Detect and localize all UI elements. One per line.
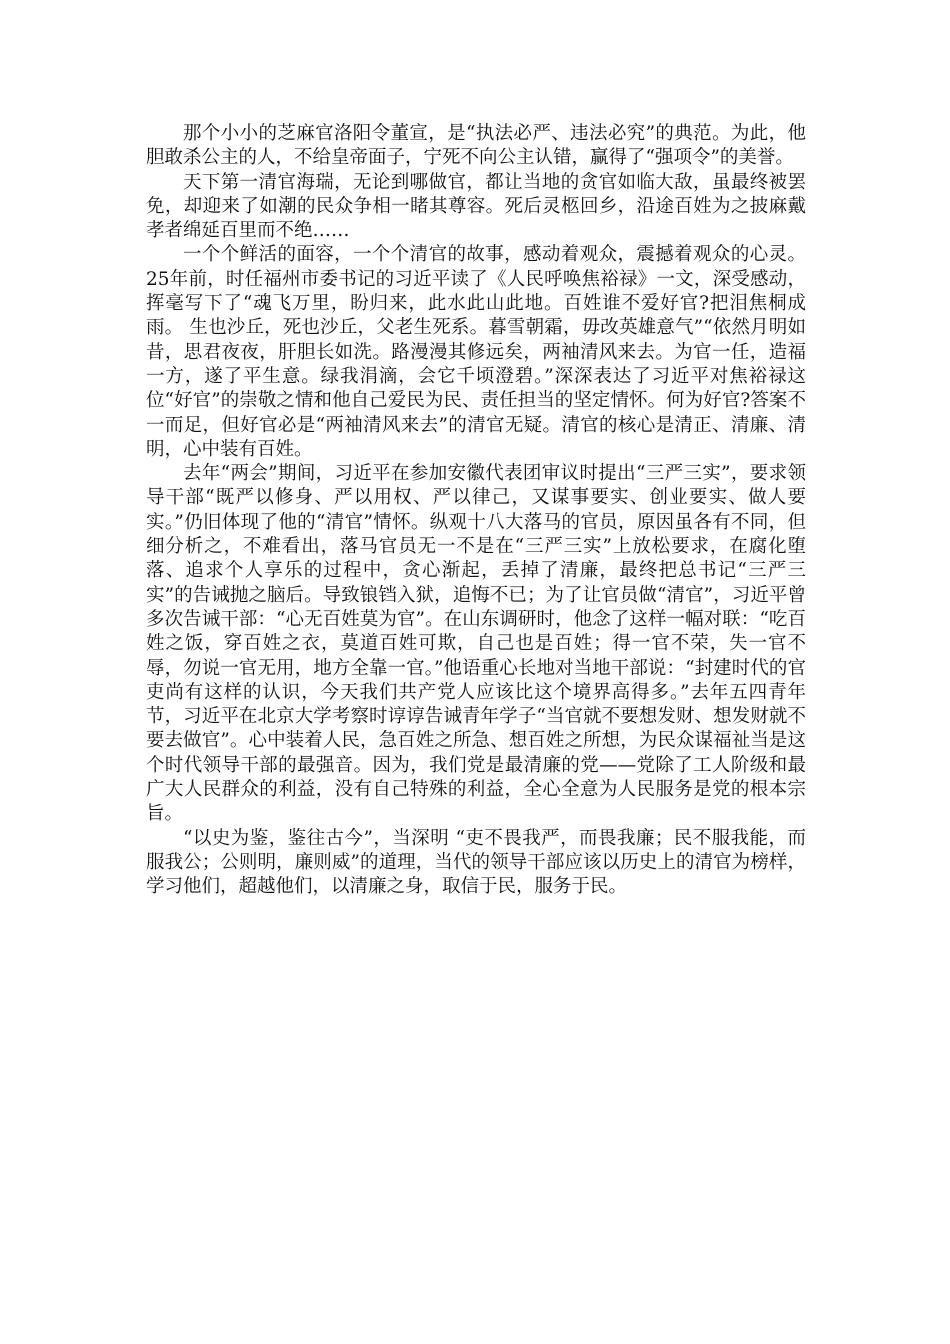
article-body xyxy=(146,122,806,900)
paragraph-three-stricts: 去年“两会”期间，习近平在参加安徽代表团审议时提出“三严三实”，要求领导干部“既严以修身、严以用权、严以律己，又谋事要实、创业要实、做人要实。”仍旧体现了他的“清官”情怀。纵观十八大落马的官员，原因虽各有不同，但细分析之，不难看出，落马官员无一不是在“三严三实”上放松要求，在腐化堕落、追求个人享乐的过程中，贪心渐起，丢掉了清廉，最终把总书记“三严三实”的告诫抛之脑后。导致锒铛入狱，追悔不已；为了让官员做“清官”，习近平曾多次告诫干部：“心无百姓莫为官”。在山东调研时，他念了这样一幅对联：“吃百姓之饭，穿百姓之衣，莫道百姓可欺，自己也是百姓；得一官不荣，失一官不辱，勿说一官无用，地方全靠一官。”他语重心长地对当地干部说：“封建时代的官吏尚有这样的认识，今天我们共产党人应该比这个境界高得多。”去年五四青年节，习近平在北京大学考察时谆谆告诫青年学子“当官就不要想发财、想发财就不要去做官”。心中装着人民，急百姓之所急、想百姓之所想，为民众谋福祉当是这个时代领导干部的最强音。因为，我们党是最清廉的党——党除了工人阶级和最广大人民群众的利益，没有自己特殊的利益，全心全意为人民服务是党的根本宗旨。 xyxy=(146,463,806,825)
paragraph-conclusion: “以史为鉴，鉴往古今”，当深明 “吏不畏我严，而畏我廉；民不服我能，而服我公；公则明，廉则威”的道理，当代的领导干部应该以历史上的清官为榜样，学习他们，超越他们，以清廉之身，取信于民，服务于民。 xyxy=(146,827,806,898)
paragraph-hai-rui: 天下第一清官海瑞，无论到哪做官，都让当地的贪官如临大敌，虽最终被罢免，却迎来了如潮的民众争相一睹其尊容。死后灵柩回乡，沿途百姓为之披麻戴孝者绵延百里而不绝…… xyxy=(146,171,806,242)
paragraph-jiao-yulu: 一个个鲜活的面容，一个个清官的故事，感动着观众，震撼着观众的心灵。25年前，时任福州市委书记的习近平读了《人民呼唤焦裕禄》一文，深受感动，挥毫写下了“魂飞万里，盼归来，此水此山此地。百姓谁不爱好官?把泪焦桐成雨。 生也沙丘，死也沙丘，父老生死系。暮雪朝霜，毋改英雄意气”“依然月明如昔，思君夜夜，肝胆长如洗。路漫漫其修远矣，两袖清风来去。为官一任，造福一方，遂了平生意。绿我涓滴，会它千顷澄碧。”深深表达了习近平对焦裕禄这位“好官”的崇敬之情和他自己爱民为民、责任担当的坚定情怀。何为好官?答案不一而足，但好官必是“两袖清风来去”的清官无疑。清官的核心是清正、清廉、清明，心中装有百姓。 xyxy=(146,244,806,460)
paragraph-dong-xuan: 那个小小的芝麻官洛阳令董宣，是“执法必严、违法必究”的典范。为此，他胆敢杀公主的人，不给皇帝面子，宁死不向公主认错，赢得了“强项令”的美誉。 xyxy=(146,123,806,169)
